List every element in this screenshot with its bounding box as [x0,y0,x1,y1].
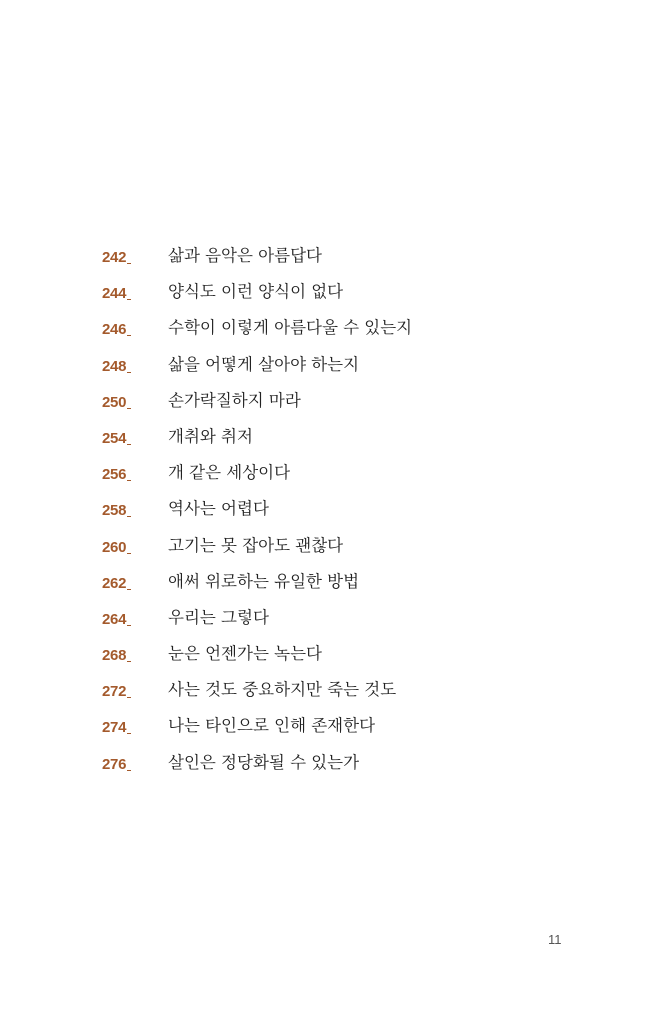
page-number-underscore [127,444,131,445]
page-number-underscore [127,733,131,734]
toc-page-number: 260 [102,538,131,558]
page-number-underscore [127,299,131,300]
toc-entry [0,602,665,638]
toc-page-number: 246 [102,320,131,340]
page-number-underscore [127,553,131,554]
page-number-underscore [127,263,131,264]
toc-entry [0,747,665,783]
toc-page-number: 258 [102,501,131,521]
toc-page-number: 274 [102,718,131,738]
toc-page-number: 276 [102,755,131,775]
page-number-underscore [127,770,131,771]
toc-title: 양식도 이런 양식이 없다 [168,282,344,302]
table-of-contents [0,240,665,783]
toc-title: 개 같은 세상이다 [168,463,291,483]
toc-entry [0,312,665,348]
toc-title: 사는 것도 중요하지만 죽는 것도 [168,680,397,700]
toc-page-number: 248 [102,357,131,377]
page-number-underscore [127,697,131,698]
toc-page-number: 242 [102,248,131,268]
toc-entry [0,566,665,602]
toc-title: 삶과 음악은 아름답다 [168,246,322,265]
toc-entry [0,638,665,674]
page-number-underscore [127,335,131,336]
toc-title: 애써 위로하는 유일한 방법 [168,571,360,591]
toc-page-number: 254 [102,429,131,449]
toc-title: 수학이 이렇게 아름다울 수 있는지 [168,318,413,338]
toc-title: 나는 타인으로 인해 존재한다 [168,716,376,736]
toc-title: 우리는 그렇다 [168,607,269,627]
toc-page-number: 264 [102,610,131,630]
toc-title: 개취와 취저 [168,426,253,446]
toc-title: 눈은 언젠가는 녹는다 [168,644,322,664]
toc-entry [0,674,665,710]
page-folio: 11 [548,932,562,947]
toc-page-number: 268 [102,646,131,666]
page-number-underscore [127,372,131,373]
toc-entry [0,276,665,312]
page-number-underscore [127,408,131,409]
toc-entry [0,710,665,746]
toc-entry [0,240,665,276]
toc-entry [0,421,665,457]
toc-title: 역사는 어렵다 [168,499,269,519]
toc-page-number: 250 [102,393,131,413]
page-number-underscore [127,480,131,481]
page-number-underscore [127,516,131,517]
page-number-underscore [127,625,131,626]
toc-page-number: 244 [102,284,131,304]
toc-entry [0,530,665,566]
toc-entry [0,493,665,529]
toc-page-number: 256 [102,465,131,485]
toc-entry [0,385,665,421]
toc-title: 고기는 못 잡아도 괜찮다 [168,535,344,555]
page-number-underscore [127,589,131,590]
toc-title: 살인은 정당화될 수 있는가 [168,752,360,772]
page-number-underscore [127,661,131,662]
toc-title: 손가락질하지 마라 [168,390,301,410]
toc-page-number: 262 [102,574,131,594]
toc-page-number: 272 [102,682,131,702]
toc-entry [0,349,665,385]
toc-entry [0,457,665,493]
toc-title: 삶을 어떻게 살아야 하는지 [168,354,360,374]
